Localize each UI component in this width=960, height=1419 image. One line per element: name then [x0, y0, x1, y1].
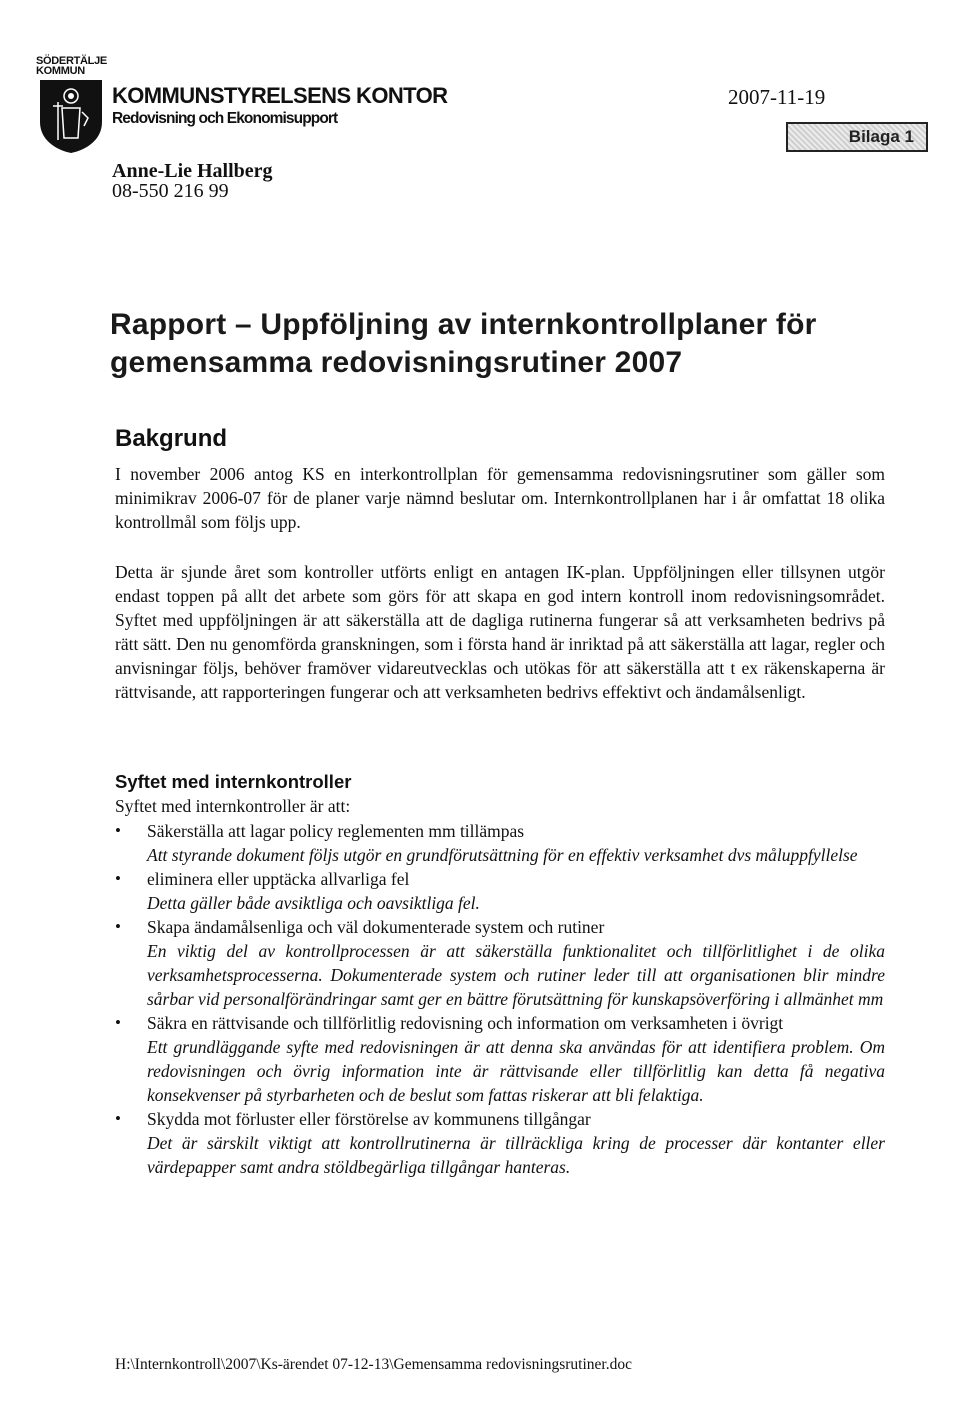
- background-heading: Bakgrund: [115, 425, 228, 452]
- page-title: [110, 306, 910, 382]
- list-item-text: eliminera eller upptäcka allvarliga fel: [147, 869, 410, 889]
- bullet-icon: •: [115, 1109, 121, 1128]
- list-item: [115, 867, 885, 915]
- list-item-text: Skydda mot förluster eller förstörelse av kommunens tillgångar: [147, 1109, 591, 1129]
- logo-text: [36, 56, 107, 76]
- list-item-text: Skapa ändamålsenliga och väl dokumenterade system och rutiner: [147, 917, 605, 937]
- list-item-description: En viktig del av kontrollprocessen är att säkerställa funktionalitet och tillförlitlighet i de olika verksamhetsprocesserna. Dokumenterade system och rutiner leder till att organisationen blir mindre sårbar vid personalförändringar samt ger en bättre förutsättning för kunskapsöverföring i allmänhet mm: [147, 941, 885, 1009]
- municipality-logo: [34, 56, 114, 176]
- bullet-icon: •: [115, 917, 121, 936]
- list-item-description: Att styrande dokument följs utgör en grundförutsättning för en effektiv verksamhet dvs måluppfyllelse: [147, 845, 858, 865]
- list-item-text: Säkra en rättvisande och tillförlitlig redovisning och information om verksamheten i övrigt: [147, 1013, 784, 1033]
- file-path-footer: H:\Internkontroll\2007\Ks-ärendet 07-12-13\Gemensamma redovisningsrutiner.doc: [115, 1356, 632, 1373]
- organization-name: KOMMUNSTYRELSENS KONTOR: [112, 83, 448, 108]
- document-date: 2007-11-19: [728, 85, 826, 109]
- list-item: [115, 1011, 885, 1107]
- title-line-2: gemensamma redovisningsrutiner 2007: [110, 346, 683, 379]
- list-item: [115, 1107, 885, 1179]
- bullet-icon: •: [115, 869, 121, 888]
- logo-line-2: KOMMUN: [36, 65, 85, 77]
- list-item-text: Säkerställa att lagar policy reglementen mm tillämpas: [147, 821, 525, 841]
- author-phone: 08-550 216 99: [112, 180, 229, 202]
- purpose-intro: Syftet med internkontroller är att:: [115, 796, 351, 816]
- background-paragraph-2: Detta är sjunde året som kontroller utförts enligt en antagen IK-plan. Uppföljningen eller tillsynen utgör endast toppen på allt det arbete som görs för att skapa en god intern kontroll inom redovisningsområdet. Syftet med uppföljningen är att säkerställa att de dagliga rutinerna fungerar så att verksamheten bedrivs på rätt sätt. Den nu genomförda granskningen, som i första hand är inriktad på att säkerställa att lagar, regler och anvisningar följs, behöver framöver vidareutvecklas och utökas för att säkerställa att t ex räkenskaperna är rättvisande, att rapporteringen fungerar och att verksamheten bedrivs effektivt och ändamålsenligt.: [115, 562, 885, 702]
- title-line-1: Rapport – Uppföljning av internkontrollplaner för: [110, 308, 817, 341]
- purpose-list: [115, 819, 885, 1179]
- shield-icon: [38, 78, 104, 154]
- list-item-description: Detta gäller både avsiktliga och oavsiktliga fel.: [147, 893, 480, 913]
- background-paragraph-1: I november 2006 antog KS en interkontrollplan för gemensamma redovisningsrutiner som gäller som minimikrav 2006-07 för de planer varje nämnd beslutar om. Internkontrollplanen har i år omfattat 18 olika kontrollmål som följs upp.: [115, 464, 885, 532]
- list-item-description: Ett grundläggande syfte med redovisningen är att denna ska användas för att identifiera problem. Om redovisningen och övrig information inte är rättvisande eller tillförlitlig kan detta få negativa konsekvenser på styrbarheten och de beslut som fattas riskerar att bli felaktiga.: [147, 1037, 885, 1105]
- list-item: [115, 819, 885, 867]
- bullet-icon: •: [115, 1013, 121, 1032]
- attachment-stamp: Bilaga 1: [786, 122, 928, 152]
- list-item-description: Det är särskilt viktigt att kontrollrutinerna är tillräckliga kring de processer där kontanter eller värdepapper samt andra stöldbegärliga tillgångar hanteras.: [147, 1133, 885, 1177]
- purpose-heading: Syftet med internkontroller: [115, 771, 352, 792]
- author-name: Anne-Lie Hallberg: [112, 160, 273, 182]
- department-name: Redovisning och Ekonomisupport: [112, 110, 338, 127]
- bullet-icon: •: [115, 821, 121, 840]
- list-item: [115, 915, 885, 1011]
- logo-line-1: SÖDERTÄLJE: [36, 55, 107, 67]
